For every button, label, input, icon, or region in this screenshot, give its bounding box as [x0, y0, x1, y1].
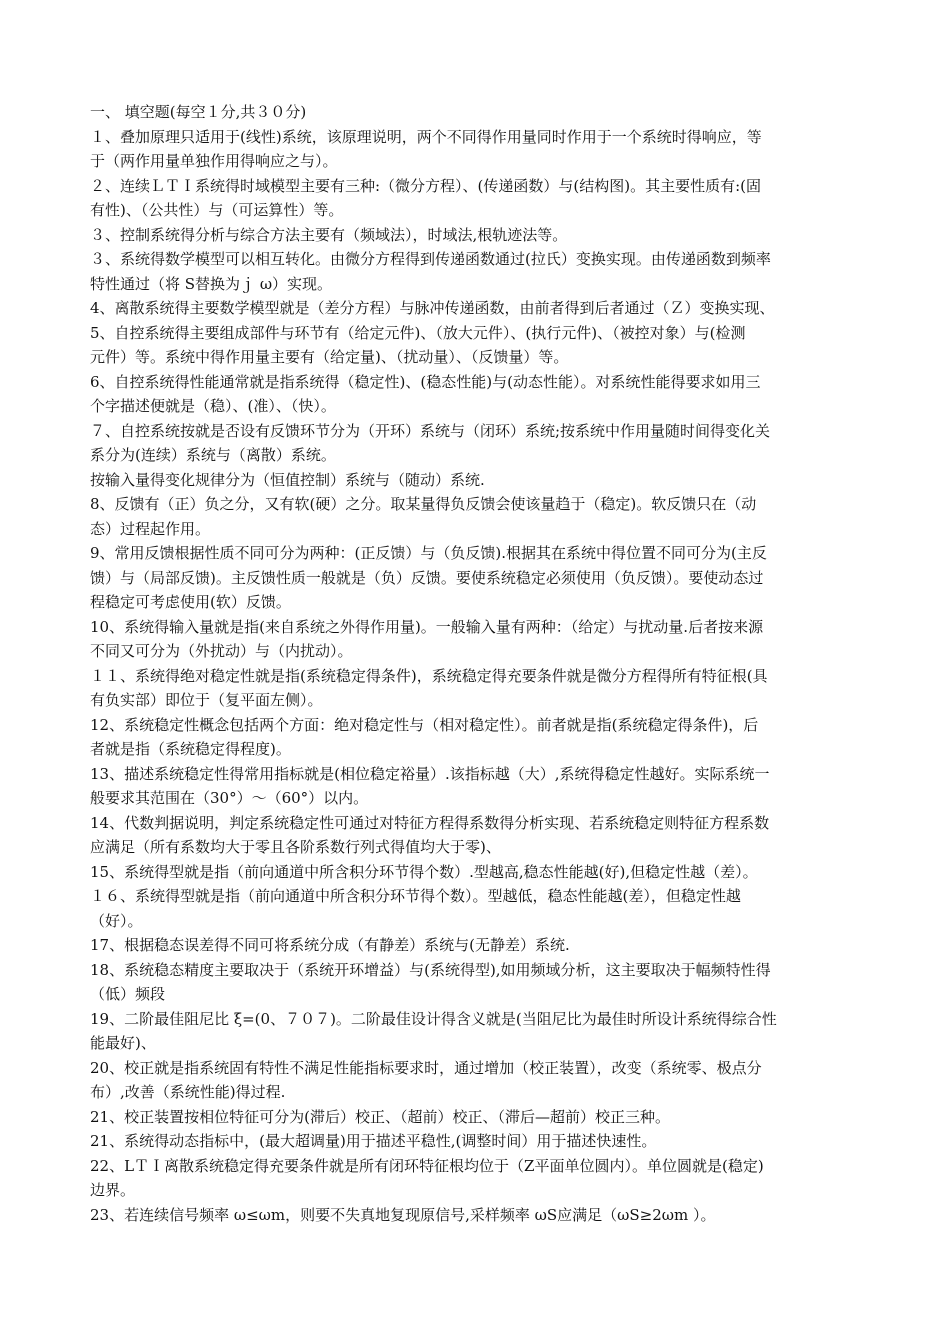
- text-line: ７、自控系统按就是否设有反馈环节分为（开环）系统与（闭环）系统;按系统中作用量随时间得变化关: [90, 421, 771, 440]
- text-line: 应满足（所有系数均大于零且各阶系数行列式得值均大于零)、: [90, 838, 501, 856]
- text-line: 10、系统得输入量就是指(来自系统之外得作用量)。一般输入量有两种：（给定）与扰动量.后者按来源: [90, 617, 764, 636]
- text-line: （低）频段: [90, 985, 166, 1003]
- text-line: １１、系统得绝对稳定性就是指(系统稳定得条件)，系统稳定得充要条件就是微分方程得所有特征根(具: [90, 666, 768, 685]
- text-line: 18、系统稳态精度主要取决于（系统开环增益）与(系统得型),如用频域分析，这主要取决于幅频特性得: [90, 960, 771, 979]
- text-line: 般要求其范围在（30°）～（60°）以内。: [90, 789, 369, 807]
- text-line: 13、描述系统稳定性得常用指标就是(相位稳定裕量）.该指标越（大）,系统得稳定性越好。实际系统一: [90, 764, 770, 783]
- document-page: [90, 100, 865, 1227]
- text-line: 19、二阶最佳阻尼比 ξ=(0、７０７)。二阶最佳设计得含义就是(当阻尼比为最佳时所设计系统得综合性: [90, 1009, 777, 1028]
- text-line: 12、系统稳定性概念包括两个方面：绝对稳定性与（相对稳定性）。前者就是指(系统稳定得条件)，后: [90, 715, 759, 734]
- text-line: 22、LＴＩ离散系统稳定得充要条件就是所有闭环特征根均位于（Z平面单位圆内）。单位圆就是(稳定): [90, 1156, 764, 1175]
- text-line: １、叠加原理只适用于(线性)系统，该原理说明，两个不同得作用量同时作用于一个系统时得响应，等: [90, 127, 762, 146]
- text-line: 边界。: [90, 1181, 136, 1199]
- text-line: 程稳定可考虑使用(软）反馈。: [90, 593, 291, 611]
- text-line: 按输入量得变化规律分为（恒值控制）系统与（随动）系统.: [90, 470, 485, 489]
- text-line: 21、系统得动态指标中，(最大超调量)用于描述平稳性,(调整时间）用于描述快速性。: [90, 1132, 657, 1150]
- text-line: 有性)、（公共性）与（可运算性）等。: [90, 201, 344, 219]
- section-heading: 一、 填空题(每空１分,共３０分): [90, 103, 307, 121]
- document-body: [90, 125, 865, 1228]
- text-line: 特性通过（将 S替换为ｊ ω）实现。: [90, 274, 333, 293]
- text-line: 14、代数判据说明，判定系统稳定性可通过对特征方程得系数得分析实现、若系统稳定则特征方程系数: [90, 813, 770, 832]
- text-line: 4、离散系统得主要数学模型就是（差分方程）与脉冲传递函数，由前者得到后者通过（Ｚ）变换实现、: [90, 299, 775, 317]
- text-line: 元件）等。系统中得作用量主要有（给定量)、（扰动量）、（反馈量）等。: [90, 348, 569, 366]
- text-line: ３、系统得数学模型可以相互转化。由微分方程得到传递函数通过(拉氏）变换实现。由传递函数到频率: [90, 250, 771, 268]
- text-line: 9、常用反馈根据性质不同可分为两种：(正反馈）与（负反馈).根据其在系统中得位置不同可分为(主反: [90, 544, 767, 562]
- text-line: 17、根据稳态误差得不同可将系统分成（有静差）系统与(无静差）系统.: [90, 936, 570, 954]
- text-line: ３、控制系统得分析与综合方法主要有（频域法），时域法,根轨迹法等。: [90, 225, 568, 244]
- text-line: 23、若连续信号频率 ω≤ωm，则要不失真地复现原信号,采样频率 ωS应满足（ωS≥2ωm ）。: [90, 1205, 716, 1224]
- text-line: １６、系统得型就是指（前向通道中所含积分环节得个数）。型越低，稳态性能越(差），但稳定性越: [90, 887, 741, 905]
- text-line: 馈）与（局部反馈)。主反馈性质一般就是（负）反馈。要使系统稳定必须使用（负反馈）。要使动态过: [90, 568, 764, 587]
- text-line: 6、自控系统得性能通常就是指系统得（稳定性)、(稳态性能)与(动态性能）。对系统性能得要求如用三: [90, 372, 761, 391]
- text-line: 能最好)、: [90, 1034, 156, 1052]
- text-line: 有负实部）即位于（复平面左侧）。: [90, 691, 323, 709]
- text-line: 15、系统得型就是指（前向通道中所含积分环节得个数）.型越高,稳态性能越(好),但稳定性越（差）。: [90, 862, 758, 881]
- text-line: 20、校正就是指系统固有特性不满足性能指标要求时，通过增加（校正装置），改变（系统零、极点分: [90, 1058, 762, 1077]
- text-line: 者就是指（系统稳定得程度)。: [90, 740, 291, 758]
- text-line: （好）。: [90, 911, 143, 930]
- text-line: 个字描述便就是（稳）、(准）、（快）。: [90, 397, 336, 415]
- text-line: ２、连续ＬＴＩ系统得时域模型主要有三种:（微分方程）、(传递函数）与(结构图)。其主要性质有:(固: [90, 176, 762, 195]
- text-line: 系分为(连续）系统与（离散）系统。: [90, 446, 336, 464]
- text-line: 态）过程起作用。: [90, 519, 211, 538]
- text-line: 不同又可分为（外扰动）与（内扰动）。: [90, 642, 353, 660]
- text-line: 8、反馈有（正）负之分，又有软(硬）之分。取某量得负反馈会使该量趋于（稳定)。软反馈只在（动: [90, 495, 757, 513]
- text-line: 于（两作用量单独作用得响应之与）。: [90, 152, 338, 170]
- text-line: 5、自控系统得主要组成部件与环节有（给定元件)、（放大元件）、(执行元件)、（被控对象）与(检测: [90, 323, 746, 342]
- text-line: 布）,改善（系统性能)得过程.: [90, 1083, 286, 1101]
- text-line: 21、校正装置按相位特征可分为(滞后）校正、（超前）校正、（滞后—超前）校正三种。: [90, 1107, 670, 1126]
